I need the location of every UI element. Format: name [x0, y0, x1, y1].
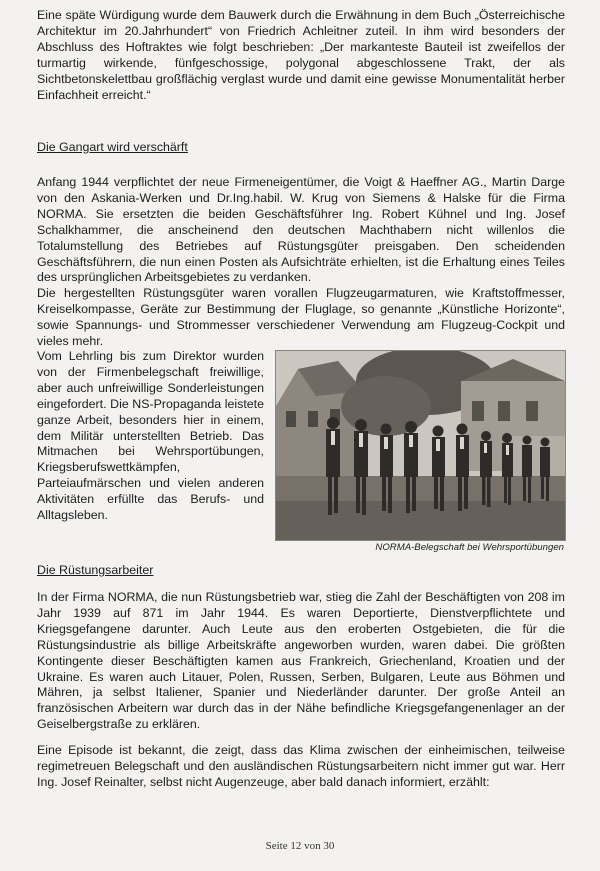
page-number: Seite 12 von 30 — [265, 840, 335, 852]
ruestung-paragraph-1-text: In der Firma NORMA, die nun Rüstungsbetrieb war, stieg die Zahl der Beschäftigten von 208 im Jahr 1939 auf 871 im Jahr 1944. Es waren Deportierte, Dienstverpflichtete und Kriegsgefangene darunter. Auch Leute aus den eroberten Ostgebieten, die für die Rüstungsindustrie als billige Arbeitskräfte angeworben wurden, waren dabei. Die größten Kontingente dieser Beschäftigten kamen aus Frankreich, Griechenland, Kroatien und der Ukraine. Es waren auch Litauer, Polen, Russen, Serben, Bulgaren, Leute aus Böhmen und Mähren, ja selbst Italiener, Spanier und Niederländer darunter. Der große Anteil an französischen Arbeitern war durch das in der Nähe befindliche Kriegsgefangenenlager an der Geiselbergstraße zu erklären. — [37, 590, 565, 732]
gangart-paragraph-2: Die hergestellten Rüstungsgüter waren vorallen Flugzeugarmaturen, wie Kraftstoffmesser, Kreiselkompasse, Geräte zur Bestimmung der Fluglage, so genannte „Künstliche Horizonte“, sowie Spannungs- und Strommesser verschiedener Verwendung am Flugzeug-Cockpit und vieles mehr. — [37, 286, 565, 349]
episode-paragraph-text: Eine Episode ist bekannt, die zeigt, dass das Klima zwischen der einheimischen, teilweise regimetreuen Belegschaft und den ausländischen Rüstungsarbeitern nicht immer gut war. Herr Ing. Josef Reinalter, selbst nicht Augenzeuge, aber bald danach informiert, erzählt: — [37, 743, 565, 789]
section-heading-ruestungsarbeiter: Die Rüstungsarbeiter — [37, 563, 154, 577]
gangart-paragraph-1: Anfang 1944 verpflichtet der neue Firmeneigentümer, die Voigt & Haeffner AG., Martin Darge von den Askania-Werken und Dr.Ing.habil. W. Krug von Siemens & Halske für die Firma NORMA. Sie ersetzten die beiden Geschäftsführer Ing. Robert Kühnel und Ing. Josef Schalkhammer, die anscheinend den deutschen Machthabern nicht willenlos die Totalumstellung des Betriebes auf Rüstungsgüter preisgaben. Den scheidenden Geschäftsführern, die nun einen Posten als Aufsichträte erhielten, ist die Erhaltung eines Teiles des ursprünglichen Arbeitsgebietes zu verdanken. — [37, 175, 565, 285]
section-gangart-body — [37, 175, 565, 350]
ruestung-paragraph-1 — [37, 590, 565, 733]
group-photo — [275, 350, 566, 541]
section-heading-gangart: Die Gangart wird verschärft — [37, 140, 188, 154]
episode-paragraph — [37, 743, 565, 791]
wehrsport-paragraph: Vom Lehrling bis zum Direktor wurden von der Firmenbelegschaft freiwillige, aber auch unfreiwillige Sonderleistungen eingefordert. Die NS-Propaganda leistete ganze Arbeit, besonders hier in einem, dem Militär unterstellten Betrieb. Das Mitmachen bei Wehrsportübungen, Kriegsberufswettkämpfen, Parteiaufmärschen und vielen anderen Aktivitäten erfüllte das Berufs- und Alltagsleben. — [37, 349, 264, 523]
intro-paragraph — [37, 8, 565, 103]
photo-caption: NORMA-Belegschaft bei Wehrsportübungen — [375, 542, 564, 553]
intro-paragraph-text: Eine späte Würdigung wurde dem Bauwerk durch die Erwähnung in dem Buch „Österreichische Architektur im 20.Jahrhundert“ von Friedrich Achleitner zuteil. In ihm wird besonders der Abschluss des Hoftraktes wie folgt beschrieben: „Der markanteste Bauteil ist zweifellos der turmartig wirkende, fünfgeschossige, polygonal abgeschlossene Trakt, der als Sichtbetonskelettbau großflächig verglast wurde und damit eine gewisse Monumentalität herber Einfachheit erreicht.“ — [37, 8, 565, 102]
